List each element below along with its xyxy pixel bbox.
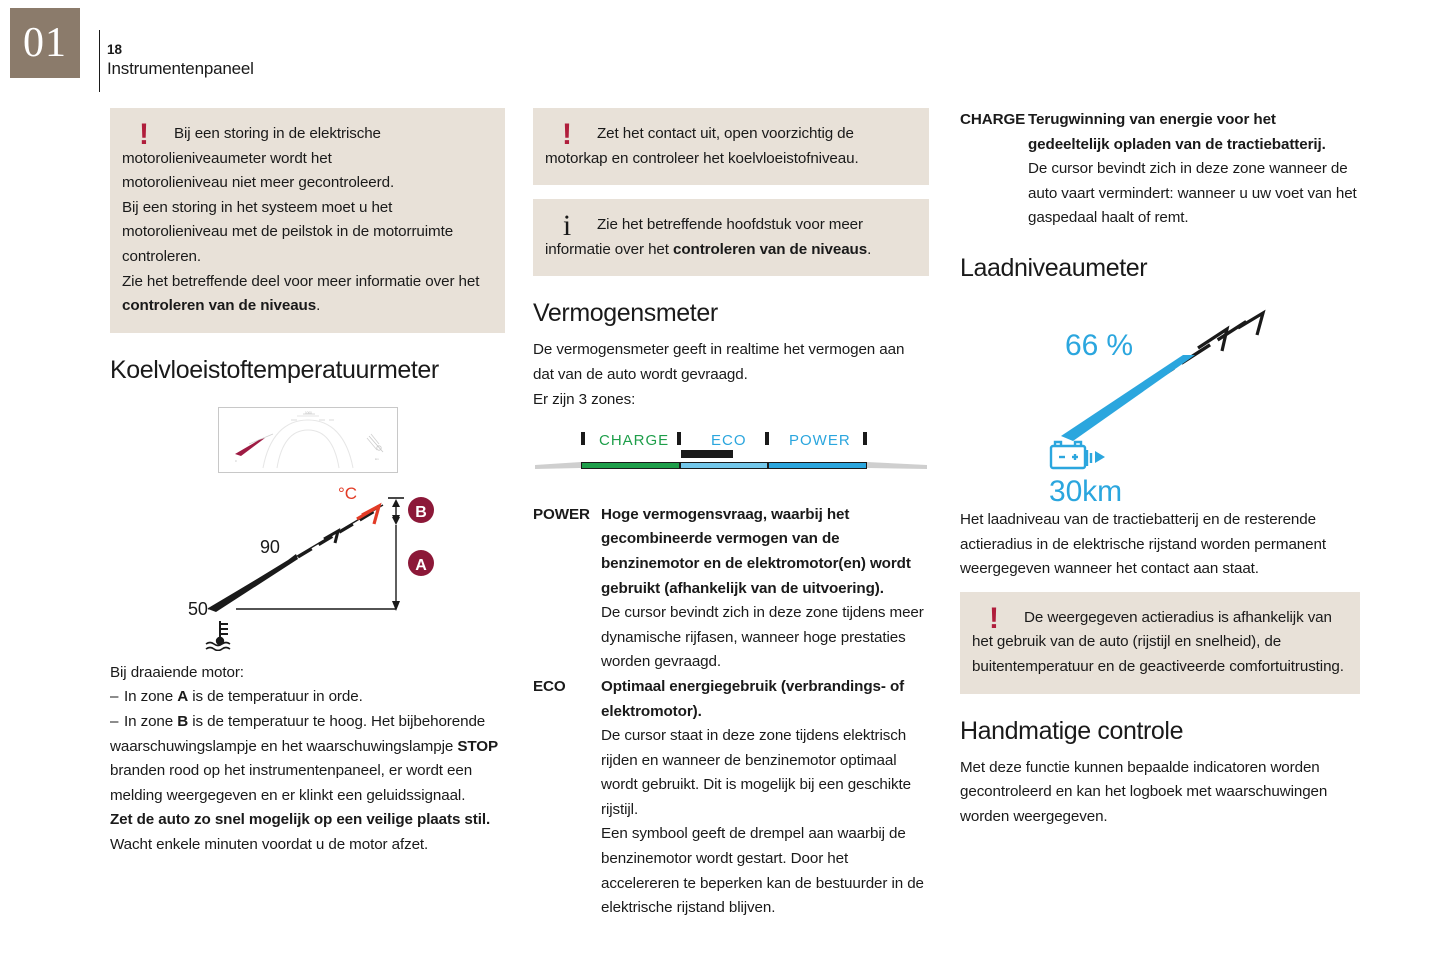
charge-definition-list: [960, 108, 1360, 231]
column-one: [110, 108, 505, 858]
callout-warning-oil-level: [110, 108, 505, 333]
power-meter-label-power: POWER: [789, 432, 851, 450]
section-heading-charge-level: Laadniveaumeter: [960, 253, 1148, 282]
page-title: Instrumentenpaneel: [107, 59, 254, 78]
bullet-zone-a: [110, 685, 505, 710]
callout-paragraph: Bij een storing in het systeem moet u het motorolieniveau met de peilstok in de motorruimte controleren.: [122, 198, 454, 265]
safety-bold-text: Zet de auto zo snel mogelijk op een veilige plaats stil.: [110, 811, 491, 829]
power-meter-intro-2: Er zijn 3 zones:: [533, 390, 636, 408]
bullet-text-bold: B: [177, 712, 189, 730]
definition-bold-eco: Optimaal energiegebruik (verbrandings- of elektromotor).: [601, 677, 905, 720]
callout-line: van het gebruik van de auto (rijstijl en: [972, 608, 1332, 651]
safety-bold-line: [110, 808, 505, 833]
body-intro: Bij draaiende motor:: [110, 663, 244, 681]
coolant-temperature-gauge-figure: [178, 481, 438, 651]
battery-arrow-icon: [1095, 451, 1105, 463]
bullet-text: is de temperatuur te hoog. Het bijbehorende waarschuwingslampje en het waarschuwingslampje: [110, 712, 486, 755]
bullet-text-bold: STOP: [457, 737, 499, 755]
definition-bold-charge: Terugwinning van energie voor het gedeeltelijk opladen van de tractiebatterij.: [1028, 111, 1326, 153]
chapter-number-tab: [10, 8, 80, 78]
callout-text-bold: niveaus: [811, 240, 868, 258]
page-number: 18: [107, 42, 123, 57]
charge-level-percentage: 66 %: [1065, 328, 1133, 362]
column-two: [533, 108, 929, 921]
manual-check-body: Met deze functie kunnen bepaalde indicatoren worden gecontroleerd en kan het logboek met waarschuwingen worden weergegeven.: [960, 758, 1328, 825]
chapter-number: 01: [23, 20, 67, 66]
callout-paragraph: [972, 601, 1348, 680]
callout-line: koelvloeistofniveau.: [728, 149, 859, 167]
definition-term-eco: ECO: [533, 677, 566, 695]
callout-line: De weergegeven actieradius is afhankelijk: [1024, 608, 1304, 626]
zone-badge-b-label: B: [414, 503, 427, 521]
zone-badge-a-label: A: [414, 556, 427, 574]
charge-level-gauge-figure: [1035, 293, 1285, 508]
definition-row-charge: [960, 108, 1360, 157]
definition-text-eco-2: Een symbool geeft de drempel aan waarbij de benzinemotor wordt gestart. Door het accelereren te beperken kan de bestuurder in de elektrische rijstand blijven.: [601, 825, 924, 917]
power-meter-label-charge: CHARGE: [599, 432, 670, 450]
bullet-text: In zone: [124, 688, 178, 706]
definition-term-charge: CHARGE: [960, 111, 1026, 128]
definition-row-eco: [533, 675, 929, 724]
callout-paragraph: [545, 118, 917, 171]
safety-last-line: Wacht enkele minuten voordat u de motor afzet.: [110, 835, 429, 853]
callout-warning-coolant: [533, 108, 929, 185]
bullet-text: branden rood op het instrumentenpaneel, er wordt een melding weergegeven en er klinkt een geluidssignaal.: [110, 762, 473, 804]
dash-marker: –: [110, 712, 119, 730]
callout-paragraph: [122, 118, 493, 171]
callout-line: snelheid), de buitentemperatuur en de: [972, 633, 1282, 675]
power-definition-list: [533, 503, 929, 921]
power-meter-intro-1: De vermogensmeter geeft in realtime het vermogen aan dat van de auto wordt gevraagd.: [533, 341, 905, 383]
power-meter-gauge-drawing: [533, 424, 929, 480]
power-meter-figure: [533, 424, 929, 489]
callout-paragraph: [545, 209, 917, 262]
dash-marker: –: [110, 688, 119, 706]
section-heading-coolant-temp: Koelvloeistoftemperatuurmeter: [110, 355, 439, 384]
callout-paragraph: [122, 270, 493, 319]
section-heading-power-meter: Vermogensmeter: [533, 299, 718, 328]
charge-level-body: Het laadniveau van de tractiebatterij en de resterende actieradius in de elektrische rijstand worden permanent weergegeven wanneer het contact aan staat.: [960, 510, 1326, 578]
warning-exclamation-icon: !: [562, 118, 572, 151]
definition-text-power: De cursor bevindt zich in deze zone tijdens meer dynamische rijfasen, wanneer hoge prestaties worden gevraagd.: [601, 604, 924, 671]
callout-warning-range: [960, 592, 1360, 694]
callout-text-bold: controleren van de: [673, 240, 808, 258]
power-meter-cursor: [681, 450, 733, 458]
warning-exclamation-icon: !: [139, 118, 149, 151]
definition-bold-power: Hoge vermogensvraag, waarbij het gecombineerde vermogen van de benzinemotor en de elektromotor(en) wordt gebruikt (afhankelijk van de uitvoering).: [601, 505, 911, 597]
column-three: [960, 108, 1360, 829]
gauge-label-unit: °C: [337, 483, 357, 503]
bullet-text: is de temperatuur in orde.: [188, 688, 363, 706]
callout-line: informatie over het: [545, 240, 673, 258]
callout-line: Zie het betreffende hoofdstuk voor meer: [597, 216, 863, 234]
power-meter-label-eco: ECO: [711, 432, 747, 450]
callout-paragraph: motorolieniveau niet meer gecontroleerd.: [122, 174, 395, 192]
callout-text: .: [316, 297, 321, 315]
traction-battery-icon: [1051, 442, 1091, 468]
svg-text:km: km: [374, 456, 379, 461]
callout-line: .: [867, 240, 872, 258]
definition-text-eco-1: De cursor staat in deze zone tijdens elektrisch rijden en wanneer de benzinemotor optimaal wordt gebruikt. Dit is mogelijk bij een geschikte rijstijl.: [601, 727, 911, 818]
callout-line: Bij een storing in de elektrische: [174, 125, 381, 142]
bullet-text: In zone: [124, 712, 178, 730]
header-text-group: [107, 42, 254, 80]
svg-text:0: 0: [234, 458, 237, 463]
callout-line: geactiveerde comfortuitrusting.: [1139, 657, 1344, 675]
gauge-label-low: 50: [187, 598, 208, 619]
definition-body-eco: [601, 675, 929, 724]
header-divider: [99, 30, 100, 92]
callout-line: motorkap en controleer het: [545, 149, 724, 167]
bullet-text-bold: A: [177, 688, 189, 706]
coolant-temperature-icon: [206, 621, 230, 651]
dashboard-cluster-drawing: [219, 408, 397, 472]
definition-text-charge: De cursor bevindt zich in deze zone wanneer de auto vaart vermindert: wanneer u uw voet van het gaspedaal haalt of remt.: [1028, 160, 1357, 227]
warning-exclamation-icon: !: [989, 601, 999, 635]
info-i-icon: i: [562, 209, 572, 243]
callout-text-bold: controleren van de niveaus: [122, 297, 317, 315]
definition-body-power: [601, 503, 929, 601]
gauge-label-mid: 90: [259, 536, 280, 557]
definition-term-power: POWER: [533, 505, 590, 523]
callout-line: Zet het contact uit, open voorzichtig de: [597, 125, 854, 142]
callout-text: Zie het betreffende deel voor meer informatie over het: [122, 272, 480, 290]
callout-info-levels: [533, 199, 929, 276]
section-heading-manual-check: Handmatige controle: [960, 716, 1184, 745]
definition-row-power: [533, 503, 929, 601]
definition-body-charge: [1028, 108, 1360, 157]
dashboard-illustration-thumbnail: [218, 407, 398, 473]
bullet-zone-b: [110, 710, 505, 808]
charge-level-range: 30km: [1049, 474, 1122, 508]
callout-line: motorolieniveaumeter wordt het: [122, 149, 332, 167]
svg-text:1000: 1000: [304, 410, 312, 415]
